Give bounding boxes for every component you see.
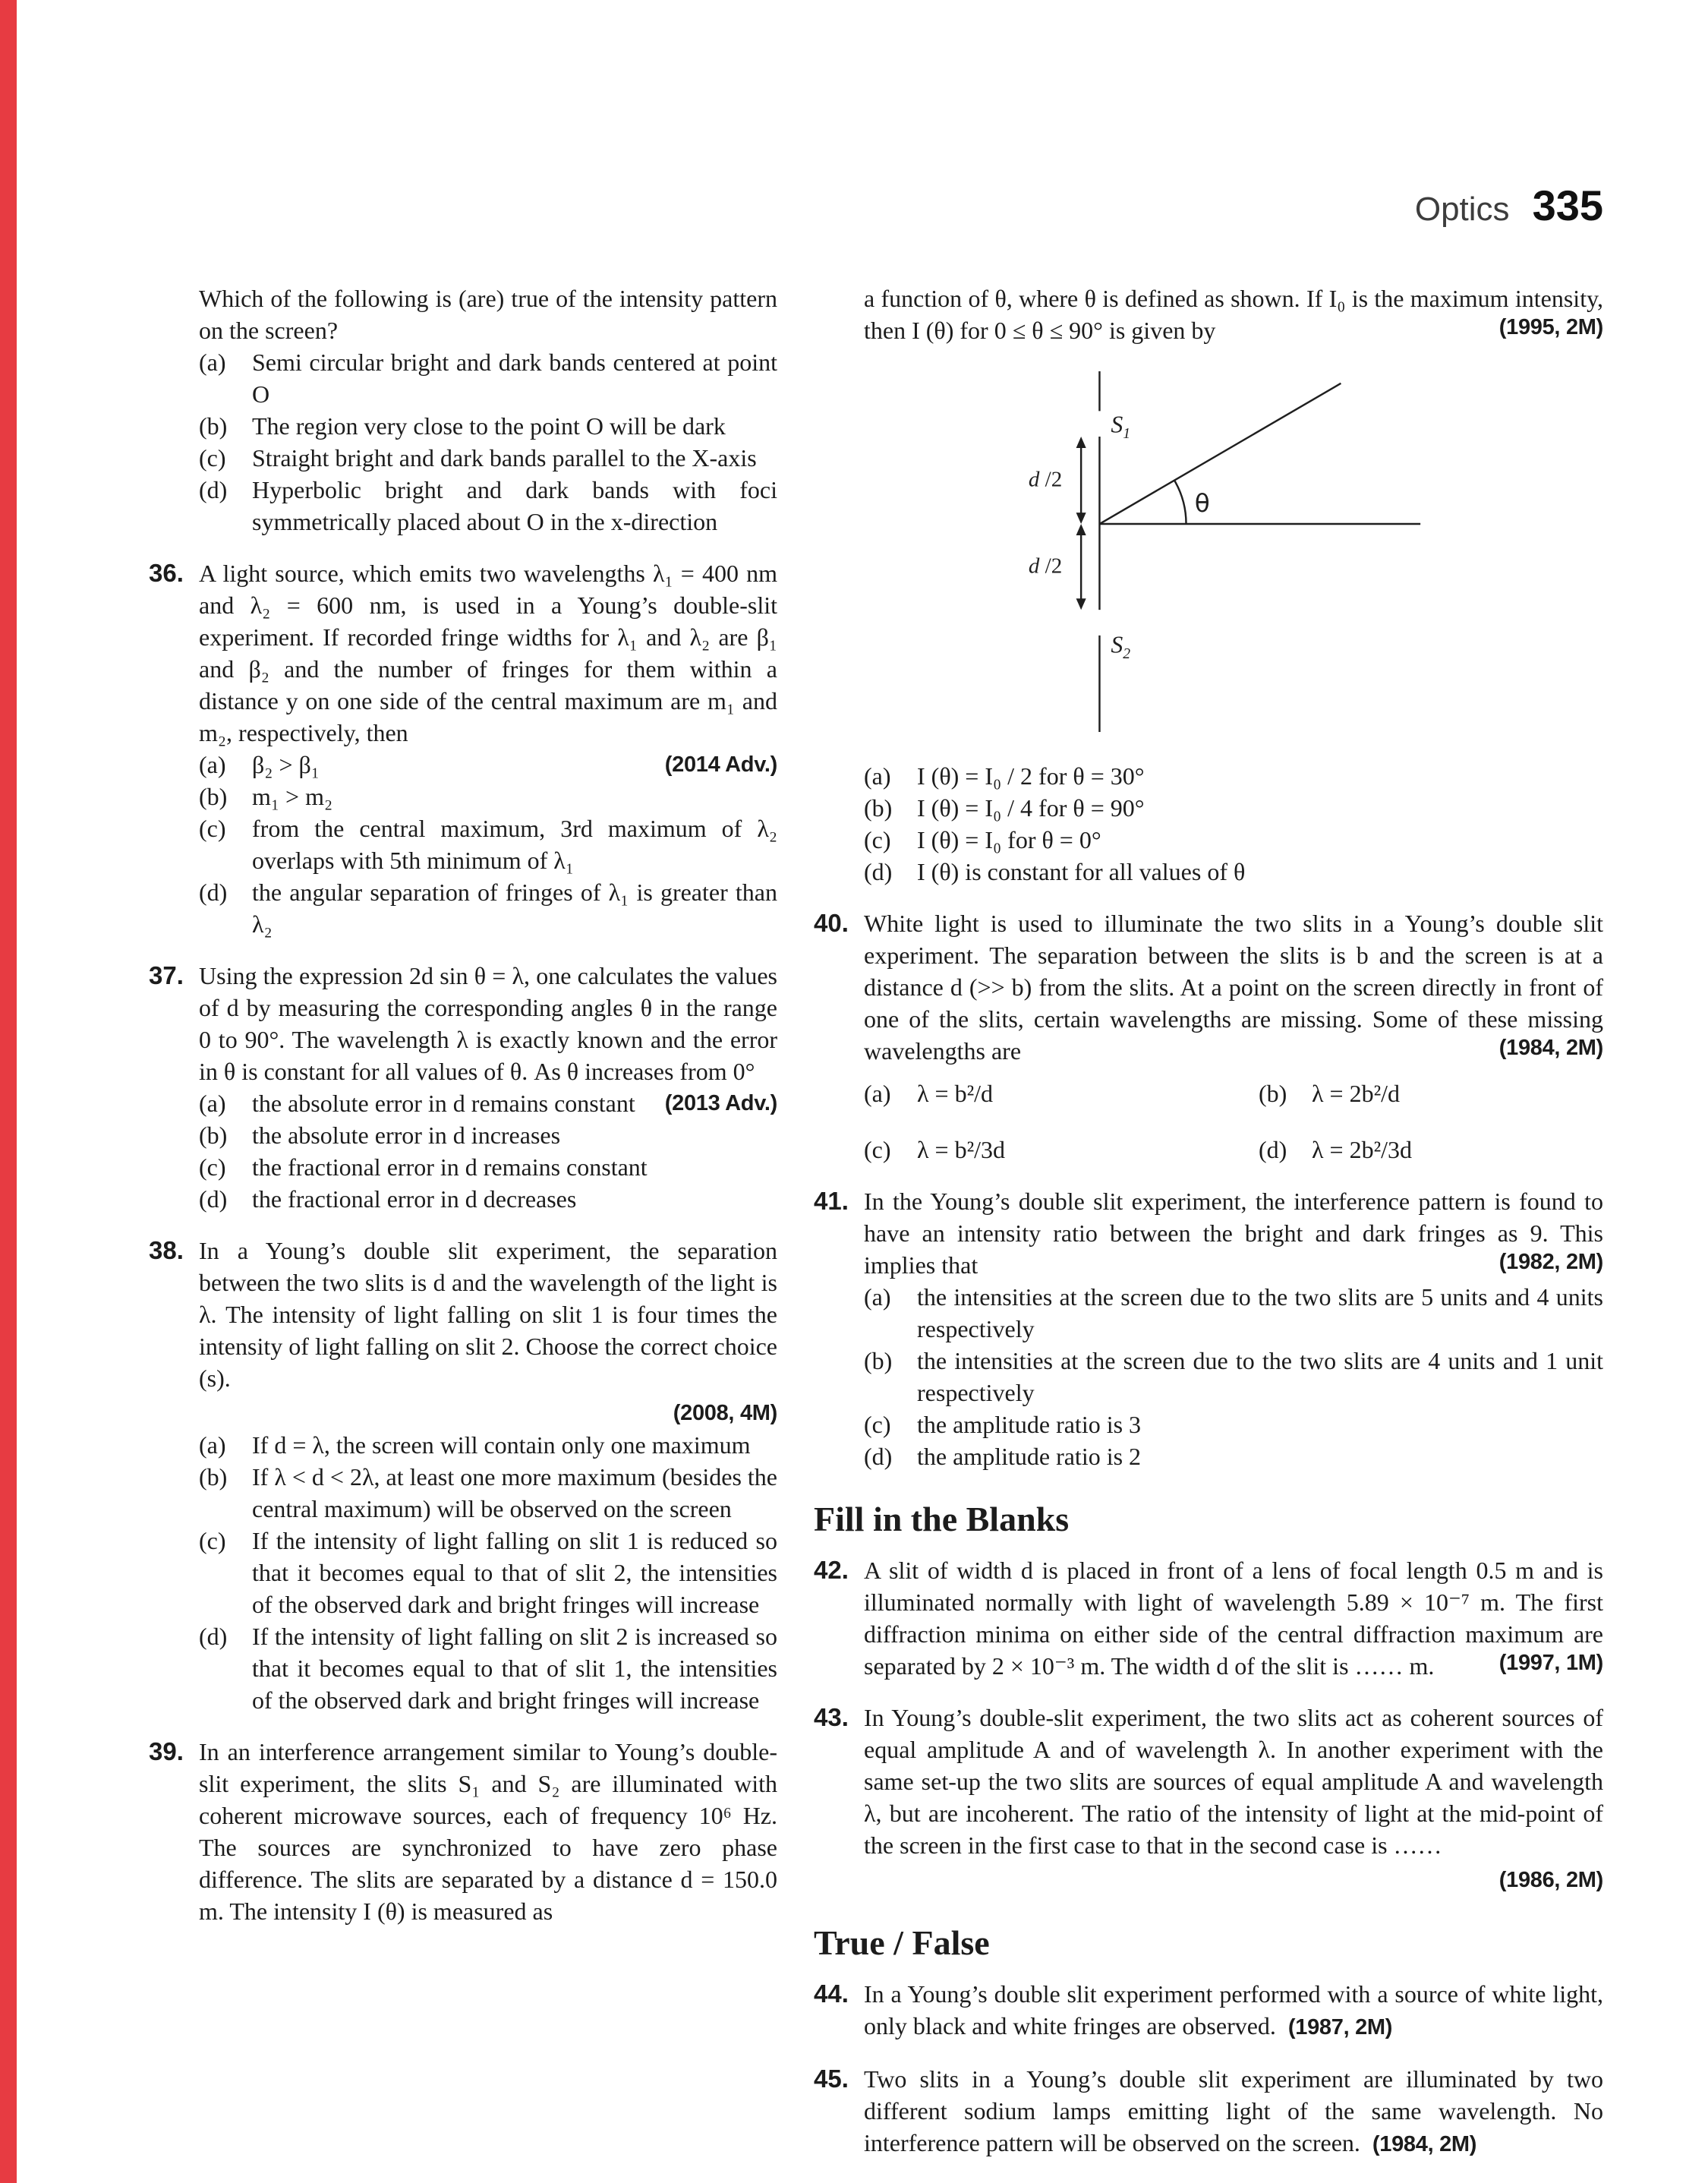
question-text-wrap	[864, 2063, 1603, 2160]
option-b	[864, 792, 1603, 824]
question-40	[814, 907, 1603, 1166]
option-a	[864, 1077, 1259, 1109]
option-label: (b)	[199, 1463, 228, 1491]
option-label: (d)	[199, 879, 228, 906]
option-label: (a)	[199, 751, 226, 778]
option-text: the amplitude ratio is 3	[917, 1411, 1142, 1438]
question-number: 36.	[149, 559, 184, 587]
option-text: If λ < d < 2λ, at least one more maximum (besides the central maximum) will be observed on the screen	[252, 1463, 777, 1522]
option-d	[199, 1620, 777, 1716]
angle-arc	[1174, 481, 1186, 524]
year-tag: (1984, 2M)	[1372, 2132, 1477, 2156]
option-text: I (θ) = I₀ for θ = 0°	[917, 826, 1101, 853]
option-label: (c)	[199, 815, 226, 842]
option-label: (a)	[864, 762, 891, 790]
question-text: In a Young’s double slit experiment, the separation between the two slits is d and the wavelength of the light is λ. The intensity of light falling on slit 1 is four times the intensity of light falling on slit 2. Choose the correct choice (s).	[199, 1237, 777, 1392]
question-44	[814, 1978, 1603, 2043]
year-tag: (1984, 2M)	[1498, 1036, 1603, 1060]
option-text: If the intensity of light falling on slit 2 is increased so that it becomes equal to that of slit 1, the intensities of the observed dark and bright fringes will increase	[252, 1623, 777, 1714]
option-label: (d)	[864, 858, 893, 885]
option-a	[199, 1087, 777, 1119]
option-d	[199, 474, 777, 538]
section-heading-fill-blanks: Fill in the Blanks	[814, 1500, 1070, 1538]
option-label: (c)	[864, 826, 891, 853]
option-label: (b)	[864, 1347, 893, 1374]
option-label: (a)	[199, 1431, 226, 1459]
question-text-wrap	[864, 1554, 1603, 1682]
option-label: (d)	[199, 1185, 228, 1213]
year-tag-line	[864, 1863, 1603, 1896]
year-tag: (1982, 2M)	[1498, 1250, 1603, 1274]
question-35-continuation	[149, 282, 777, 538]
option-a	[199, 346, 777, 410]
option-b	[1259, 1077, 1603, 1109]
option-text: I (θ) is constant for all values of θ	[917, 858, 1246, 885]
page-header	[814, 181, 1603, 230]
year-tag: (2014 Adv.)	[664, 752, 777, 777]
option-c	[864, 1134, 1259, 1166]
year-tag: (2008, 4M)	[673, 1401, 777, 1425]
option-text: If the intensity of light falling on slit 1 is reduced so that it becomes equal to that of slit 2, the intensities of the observed dark and bright fringes will increase	[252, 1527, 777, 1618]
option-d	[1259, 1134, 1603, 1166]
question-text-wrap	[864, 1185, 1603, 1281]
page-number: 335	[1532, 181, 1603, 229]
option-d	[199, 1183, 777, 1215]
arrowhead-down-icon	[1076, 598, 1086, 610]
option-text: the intensities at the screen due to the two slits are 4 units and 1 unit respectively	[917, 1347, 1603, 1406]
upper-d-half-label: d /2	[1028, 467, 1063, 492]
question-39-continuation	[814, 282, 1603, 888]
option-text: the amplitude ratio is 2	[917, 1443, 1142, 1470]
option-text: m₁ > m₂	[252, 783, 333, 810]
question-text: In an interference arrangement similar to Young’s double-slit experiment, the slits S₁ and S₂ are illuminated with coherent microwave sources, each of frequency 10⁶ Hz. The sources are synchronized to have zero phase difference. The slits are separated by a distance d = 150.0 m. The intensity I (θ) is measured as	[199, 1738, 777, 1925]
option-label: (b)	[864, 794, 893, 822]
option-a	[199, 749, 777, 781]
section-heading-true-false: True / False	[814, 1923, 990, 1962]
option-label: (c)	[199, 1527, 226, 1554]
option-text: The region very close to the point O will be dark	[252, 412, 726, 440]
question-text: A slit of width d is placed in front of a lens of focal length 0.5 m and is illuminated normally with light of wavelength 5.89 × 10⁻⁷ m. The first diffraction minima on either side of the central diffraction maximum are separated by 2 × 10⁻³ m. The width d of the slit is …… m.	[864, 1557, 1603, 1680]
question-number: 38.	[149, 1236, 184, 1264]
year-tag: (1995, 2M)	[1498, 315, 1603, 339]
option-label: (b)	[199, 412, 228, 440]
question-text: Which of the following is (are) true of the intensity pattern on the screen?	[199, 285, 777, 344]
question-42	[814, 1554, 1603, 1682]
page-edge-stripe	[0, 0, 17, 2183]
option-label: (a)	[199, 349, 226, 376]
option-label: (c)	[864, 1411, 891, 1438]
theta-label: θ	[1194, 489, 1210, 519]
question-text-continuation	[864, 282, 1603, 346]
question-number: 43.	[814, 1703, 849, 1731]
question-text: In Young’s double-slit experiment, the two slits act as coherent sources of equal amplitude A and of wavelength λ. In another experiment with the same set-up the two slits are sources of equal amplitude A and wavelength λ, but are incoherent. The ratio of the intensity of light at the mid-point of the screen in the first case to that in the second case is ……	[864, 1704, 1603, 1859]
option-label: (b)	[1259, 1080, 1287, 1107]
option-text: Straight bright and dark bands parallel to the X-axis	[252, 444, 757, 472]
question-number-spacer	[149, 282, 199, 538]
question-number: 44.	[814, 1980, 849, 2008]
double-slit-diagram	[1016, 360, 1603, 743]
question-37	[149, 960, 777, 1215]
ray-line	[1099, 383, 1341, 524]
option-a	[864, 760, 1603, 792]
option-b	[199, 781, 777, 812]
year-tag: (1987, 2M)	[1287, 2015, 1393, 2039]
question-36	[149, 557, 777, 940]
option-label: (d)	[199, 1623, 228, 1650]
option-text: the absolute error in d increases	[252, 1121, 561, 1149]
option-b	[864, 1345, 1603, 1409]
lower-d-half-label: d /2	[1028, 554, 1063, 579]
option-text: λ = b²/3d	[917, 1136, 1006, 1163]
question-text: A light source, which emits two wavelengths λ₁ = 400 nm and λ₂ = 600 nm, is used in a Young’s double-slit experiment. If recorded fringe widths for λ₁ and λ₂ are β₁ and β₂ and the number of fringes for them within a distance y on one side of the central maximum are m₁ and m₂, respectively, then	[199, 560, 777, 746]
option-d	[864, 1440, 1603, 1472]
arrowhead-down-icon	[1076, 513, 1086, 524]
option-b	[199, 1461, 777, 1525]
slit-2-label: $S_2$	[1111, 631, 1131, 662]
question-text: White light is used to illuminate the two slits in a Young’s double slit experiment. The separation between the slits is b and the screen is at a distance d (>> b) from the slits. At a point on the screen directly in front of one of the slits, certain wavelengths are missing. Some of these missing wavelengths are	[864, 910, 1603, 1065]
right-column	[814, 282, 1603, 2160]
option-c	[864, 824, 1603, 856]
question-text: a function of θ, where θ is defined as shown. If I₀ is the maximum intensity, then I (θ) for 0 ≤ θ ≤ 90° is given by	[864, 285, 1603, 344]
option-label: (a)	[864, 1080, 891, 1107]
option-label: (d)	[864, 1443, 893, 1470]
question-text-wrap	[864, 907, 1603, 1067]
question-text: In the Young’s double slit experiment, the interference pattern is found to have an intensity ratio between the bright and dark fringes as 9. This implies that	[864, 1188, 1603, 1279]
option-b	[199, 1119, 777, 1151]
option-d	[864, 856, 1603, 888]
arrowhead-up-icon	[1076, 524, 1086, 535]
option-a	[199, 1429, 777, 1461]
slit-1-label: $S_1$	[1111, 411, 1131, 442]
option-text: β₂ > β₁	[252, 751, 320, 778]
year-tag-line	[199, 1396, 777, 1429]
question-41	[814, 1185, 1603, 1472]
question-39	[149, 1736, 777, 1927]
question-text: Using the expression 2d sin θ = λ, one calculates the values of d by measuring the corresponding angles θ in the range 0 to 90°. The wavelength λ is exactly known and the error in θ is constant for all values of θ. As θ increases from 0°	[199, 962, 777, 1085]
question-45	[814, 2063, 1603, 2160]
arrowhead-up-icon	[1076, 437, 1086, 448]
question-38	[149, 1235, 777, 1716]
option-text: λ = 2b²/d	[1312, 1080, 1401, 1107]
option-label: (b)	[199, 1121, 228, 1149]
option-text: the absolute error in d remains constant	[252, 1090, 635, 1117]
option-c	[864, 1409, 1603, 1440]
question-text: Two slits in a Young’s double slit experiment are illuminated by two different sodium lamps emitting light of the same wavelength. No interference pattern will be observed on the screen.	[864, 2065, 1603, 2156]
question-number: 41.	[814, 1187, 849, 1215]
option-text: If d = λ, the screen will contain only one maximum	[252, 1431, 751, 1459]
option-label: (a)	[199, 1090, 226, 1117]
left-column	[149, 282, 777, 1927]
option-label: (b)	[199, 783, 228, 810]
option-text: λ = 2b²/3d	[1312, 1136, 1413, 1163]
question-number-spacer	[814, 282, 864, 888]
option-text: the fractional error in d decreases	[252, 1185, 577, 1213]
option-text: Semi circular bright and dark bands centered at point O	[252, 349, 777, 408]
question-text: In a Young’s double slit experiment performed with a source of white light, only black and white fringes are observed.	[864, 1980, 1603, 2039]
question-number: 40.	[814, 909, 849, 937]
year-tag: (1986, 2M)	[1498, 1868, 1603, 1892]
option-text: I (θ) = I₀ / 4 for θ = 90°	[917, 794, 1145, 822]
option-label: (c)	[199, 444, 226, 472]
page-title: Optics	[1414, 191, 1510, 228]
question-43	[814, 1702, 1603, 1896]
question-text-wrap	[864, 1978, 1603, 2043]
option-c	[199, 442, 777, 474]
option-a	[864, 1281, 1603, 1345]
year-tag: (2013 Adv.)	[664, 1091, 777, 1115]
option-c	[199, 1525, 777, 1620]
option-grid	[864, 1077, 1603, 1166]
option-text: from the central maximum, 3rd maximum of λ₂ overlaps with 5th minimum of λ₁	[252, 815, 777, 874]
option-d	[199, 876, 777, 940]
option-c	[199, 1151, 777, 1183]
option-label: (d)	[1259, 1136, 1287, 1163]
question-number: 45.	[814, 2065, 849, 2093]
option-b	[199, 410, 777, 442]
option-c	[199, 812, 777, 876]
option-text: λ = b²/d	[917, 1080, 994, 1107]
option-text: the fractional error in d remains constant	[252, 1153, 648, 1181]
option-label: (c)	[199, 1153, 226, 1181]
option-label: (a)	[864, 1283, 891, 1311]
option-label: (c)	[864, 1136, 891, 1163]
year-tag: (1997, 1M)	[1498, 1651, 1603, 1675]
option-text: I (θ) = I₀ / 2 for θ = 30°	[917, 762, 1145, 790]
question-number: 39.	[149, 1737, 184, 1765]
option-text: the intensities at the screen due to the two slits are 5 units and 4 units respectively	[917, 1283, 1603, 1342]
option-text: Hyperbolic bright and dark bands with foci symmetrically placed about O in the x-direction	[252, 476, 777, 535]
option-label: (d)	[199, 476, 228, 503]
question-number: 37.	[149, 961, 184, 989]
option-text: the angular separation of fringes of λ₁ is greater than λ₂	[252, 879, 777, 938]
question-number: 42.	[814, 1556, 849, 1584]
